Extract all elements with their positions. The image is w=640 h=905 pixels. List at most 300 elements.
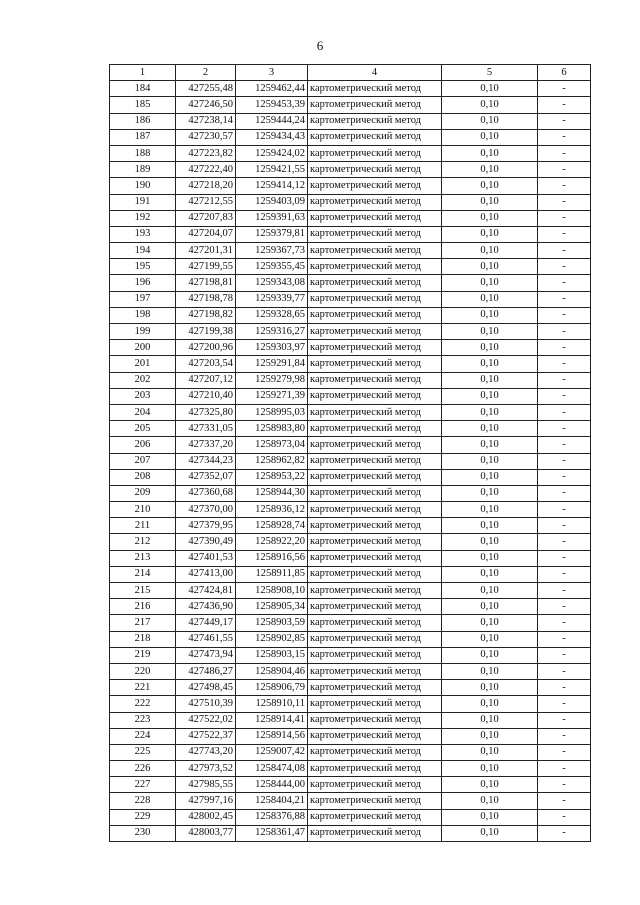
method-cell: картометрический метод [308, 275, 442, 291]
method-cell: картометрический метод [308, 404, 442, 420]
accuracy-cell: 0,10 [442, 356, 538, 372]
method-cell: картометрический метод [308, 113, 442, 129]
table-row [110, 291, 591, 307]
method-cell: картометрический метод [308, 728, 442, 744]
table-row [110, 469, 591, 485]
y-coordinate-cell: 1258903,15 [236, 647, 308, 663]
x-coordinate-cell: 427337,20 [176, 437, 236, 453]
point-number-cell: 230 [110, 825, 176, 841]
method-cell: картометрический метод [308, 437, 442, 453]
y-coordinate-cell: 1258914,56 [236, 728, 308, 744]
table-row [110, 566, 591, 582]
method-cell: картометрический метод [308, 421, 442, 437]
table-row [110, 761, 591, 777]
table-row [110, 178, 591, 194]
header-col-2: 2 [176, 65, 236, 81]
x-coordinate-cell: 427390,49 [176, 534, 236, 550]
x-coordinate-cell: 427436,90 [176, 599, 236, 615]
y-coordinate-cell: 1258902,85 [236, 631, 308, 647]
method-cell: картометрический метод [308, 809, 442, 825]
accuracy-cell: 0,10 [442, 550, 538, 566]
note-cell: - [538, 502, 591, 518]
method-cell: картометрический метод [308, 696, 442, 712]
header-col-5: 5 [442, 65, 538, 81]
note-cell: - [538, 680, 591, 696]
x-coordinate-cell: 427985,55 [176, 777, 236, 793]
x-coordinate-cell: 428003,77 [176, 825, 236, 841]
y-coordinate-cell: 1259434,43 [236, 129, 308, 145]
accuracy-cell: 0,10 [442, 340, 538, 356]
table-row [110, 663, 591, 679]
note-cell: - [538, 583, 591, 599]
accuracy-cell: 0,10 [442, 291, 538, 307]
table-row [110, 583, 591, 599]
point-number-cell: 193 [110, 226, 176, 242]
method-cell: картометрический метод [308, 599, 442, 615]
point-number-cell: 223 [110, 712, 176, 728]
x-coordinate-cell: 427198,81 [176, 275, 236, 291]
note-cell: - [538, 372, 591, 388]
method-cell: картометрический метод [308, 583, 442, 599]
table-row [110, 647, 591, 663]
point-number-cell: 213 [110, 550, 176, 566]
method-cell: картометрический метод [308, 825, 442, 841]
point-number-cell: 229 [110, 809, 176, 825]
table-row [110, 615, 591, 631]
x-coordinate-cell: 427199,38 [176, 324, 236, 340]
y-coordinate-cell: 1259291,84 [236, 356, 308, 372]
accuracy-cell: 0,10 [442, 825, 538, 841]
note-cell: - [538, 226, 591, 242]
y-coordinate-cell: 1258936,12 [236, 502, 308, 518]
y-coordinate-cell: 1258914,41 [236, 712, 308, 728]
note-cell: - [538, 275, 591, 291]
note-cell: - [538, 566, 591, 582]
note-cell: - [538, 81, 591, 97]
method-cell: картометрический метод [308, 469, 442, 485]
accuracy-cell: 0,10 [442, 809, 538, 825]
y-coordinate-cell: 1259316,27 [236, 324, 308, 340]
accuracy-cell: 0,10 [442, 404, 538, 420]
point-number-cell: 202 [110, 372, 176, 388]
x-coordinate-cell: 427207,12 [176, 372, 236, 388]
x-coordinate-cell: 427201,31 [176, 243, 236, 259]
point-number-cell: 189 [110, 162, 176, 178]
y-coordinate-cell: 1259379,81 [236, 226, 308, 242]
point-number-cell: 208 [110, 469, 176, 485]
point-number-cell: 210 [110, 502, 176, 518]
method-cell: картометрический метод [308, 307, 442, 323]
point-number-cell: 220 [110, 663, 176, 679]
note-cell: - [538, 356, 591, 372]
header-col-4: 4 [308, 65, 442, 81]
point-number-cell: 227 [110, 777, 176, 793]
x-coordinate-cell: 427379,95 [176, 518, 236, 534]
x-coordinate-cell: 427413,00 [176, 566, 236, 582]
y-coordinate-cell: 1258361,47 [236, 825, 308, 841]
y-coordinate-cell: 1258922,20 [236, 534, 308, 550]
x-coordinate-cell: 427207,83 [176, 210, 236, 226]
y-coordinate-cell: 1259303,97 [236, 340, 308, 356]
point-number-cell: 197 [110, 291, 176, 307]
table-row [110, 388, 591, 404]
note-cell: - [538, 712, 591, 728]
x-coordinate-cell: 427210,40 [176, 388, 236, 404]
point-number-cell: 209 [110, 485, 176, 501]
accuracy-cell: 0,10 [442, 761, 538, 777]
method-cell: картометрический метод [308, 178, 442, 194]
table-row [110, 97, 591, 113]
note-cell: - [538, 696, 591, 712]
accuracy-cell: 0,10 [442, 534, 538, 550]
x-coordinate-cell: 427230,57 [176, 129, 236, 145]
method-cell: картометрический метод [308, 324, 442, 340]
point-number-cell: 206 [110, 437, 176, 453]
method-cell: картометрический метод [308, 761, 442, 777]
accuracy-cell: 0,10 [442, 728, 538, 744]
x-coordinate-cell: 427222,40 [176, 162, 236, 178]
note-cell: - [538, 324, 591, 340]
x-coordinate-cell: 427246,50 [176, 97, 236, 113]
method-cell: картометрический метод [308, 777, 442, 793]
point-number-cell: 196 [110, 275, 176, 291]
y-coordinate-cell: 1258906,79 [236, 680, 308, 696]
y-coordinate-cell: 1259271,39 [236, 388, 308, 404]
note-cell: - [538, 599, 591, 615]
x-coordinate-cell: 427238,14 [176, 113, 236, 129]
point-number-cell: 191 [110, 194, 176, 210]
table-row [110, 550, 591, 566]
x-coordinate-cell: 427352,07 [176, 469, 236, 485]
x-coordinate-cell: 427199,55 [176, 259, 236, 275]
method-cell: картометрический метод [308, 453, 442, 469]
accuracy-cell: 0,10 [442, 243, 538, 259]
table-row [110, 728, 591, 744]
y-coordinate-cell: 1258973,04 [236, 437, 308, 453]
y-coordinate-cell: 1259343,08 [236, 275, 308, 291]
point-number-cell: 184 [110, 81, 176, 97]
accuracy-cell: 0,10 [442, 421, 538, 437]
x-coordinate-cell: 427344,23 [176, 453, 236, 469]
point-number-cell: 187 [110, 129, 176, 145]
note-cell: - [538, 793, 591, 809]
note-cell: - [538, 631, 591, 647]
table-row [110, 307, 591, 323]
note-cell: - [538, 485, 591, 501]
point-number-cell: 222 [110, 696, 176, 712]
method-cell: картометрический метод [308, 226, 442, 242]
y-coordinate-cell: 1258995,03 [236, 404, 308, 420]
y-coordinate-cell: 1258404,21 [236, 793, 308, 809]
point-number-cell: 216 [110, 599, 176, 615]
table-row [110, 777, 591, 793]
x-coordinate-cell: 427401,53 [176, 550, 236, 566]
method-cell: картометрический метод [308, 631, 442, 647]
y-coordinate-cell: 1259279,98 [236, 372, 308, 388]
y-coordinate-cell: 1258376,88 [236, 809, 308, 825]
point-number-cell: 200 [110, 340, 176, 356]
note-cell: - [538, 210, 591, 226]
method-cell: картометрический метод [308, 129, 442, 145]
x-coordinate-cell: 427218,20 [176, 178, 236, 194]
table-row [110, 825, 591, 841]
point-number-cell: 214 [110, 566, 176, 582]
y-coordinate-cell: 1258911,85 [236, 566, 308, 582]
table-row [110, 194, 591, 210]
note-cell: - [538, 469, 591, 485]
x-coordinate-cell: 427743,20 [176, 744, 236, 760]
point-number-cell: 218 [110, 631, 176, 647]
y-coordinate-cell: 1259355,45 [236, 259, 308, 275]
point-number-cell: 198 [110, 307, 176, 323]
point-number-cell: 194 [110, 243, 176, 259]
note-cell: - [538, 145, 591, 161]
point-number-cell: 195 [110, 259, 176, 275]
method-cell: картометрический метод [308, 485, 442, 501]
accuracy-cell: 0,10 [442, 324, 538, 340]
y-coordinate-cell: 1258916,56 [236, 550, 308, 566]
y-coordinate-cell: 1259414,12 [236, 178, 308, 194]
y-coordinate-cell: 1259328,65 [236, 307, 308, 323]
table-row [110, 324, 591, 340]
y-coordinate-cell: 1258474,08 [236, 761, 308, 777]
note-cell: - [538, 162, 591, 178]
y-coordinate-cell: 1258910,11 [236, 696, 308, 712]
note-cell: - [538, 178, 591, 194]
accuracy-cell: 0,10 [442, 712, 538, 728]
accuracy-cell: 0,10 [442, 113, 538, 129]
header-col-3: 3 [236, 65, 308, 81]
x-coordinate-cell: 427498,45 [176, 680, 236, 696]
method-cell: картометрический метод [308, 518, 442, 534]
point-number-cell: 203 [110, 388, 176, 404]
note-cell: - [538, 404, 591, 420]
accuracy-cell: 0,10 [442, 518, 538, 534]
table-row [110, 696, 591, 712]
table-row [110, 809, 591, 825]
x-coordinate-cell: 427510,39 [176, 696, 236, 712]
method-cell: картометрический метод [308, 340, 442, 356]
y-coordinate-cell: 1259391,63 [236, 210, 308, 226]
note-cell: - [538, 437, 591, 453]
method-cell: картометрический метод [308, 680, 442, 696]
accuracy-cell: 0,10 [442, 583, 538, 599]
table-row [110, 437, 591, 453]
accuracy-cell: 0,10 [442, 777, 538, 793]
point-number-cell: 190 [110, 178, 176, 194]
table-row [110, 421, 591, 437]
method-cell: картометрический метод [308, 81, 442, 97]
page-number: 6 [316, 38, 324, 53]
table-row [110, 485, 591, 501]
y-coordinate-cell: 1259339,77 [236, 291, 308, 307]
x-coordinate-cell: 427325,80 [176, 404, 236, 420]
table-header-row [110, 65, 591, 81]
note-cell: - [538, 194, 591, 210]
method-cell: картометрический метод [308, 550, 442, 566]
note-cell: - [538, 307, 591, 323]
table-row [110, 631, 591, 647]
y-coordinate-cell: 1258928,74 [236, 518, 308, 534]
y-coordinate-cell: 1258983,80 [236, 421, 308, 437]
x-coordinate-cell: 427473,94 [176, 647, 236, 663]
note-cell: - [538, 97, 591, 113]
method-cell: картометрический метод [308, 502, 442, 518]
x-coordinate-cell: 427461,55 [176, 631, 236, 647]
accuracy-cell: 0,10 [442, 485, 538, 501]
y-coordinate-cell: 1259453,39 [236, 97, 308, 113]
note-cell: - [538, 518, 591, 534]
accuracy-cell: 0,10 [442, 129, 538, 145]
accuracy-cell: 0,10 [442, 696, 538, 712]
point-number-cell: 185 [110, 97, 176, 113]
accuracy-cell: 0,10 [442, 97, 538, 113]
accuracy-cell: 0,10 [442, 469, 538, 485]
accuracy-cell: 0,10 [442, 194, 538, 210]
point-number-cell: 215 [110, 583, 176, 599]
x-coordinate-cell: 427424,81 [176, 583, 236, 599]
table-row [110, 793, 591, 809]
x-coordinate-cell: 427522,37 [176, 728, 236, 744]
point-number-cell: 201 [110, 356, 176, 372]
x-coordinate-cell: 427522,02 [176, 712, 236, 728]
accuracy-cell: 0,10 [442, 388, 538, 404]
x-coordinate-cell: 427255,48 [176, 81, 236, 97]
accuracy-cell: 0,10 [442, 680, 538, 696]
method-cell: картометрический метод [308, 744, 442, 760]
note-cell: - [538, 113, 591, 129]
note-cell: - [538, 777, 591, 793]
x-coordinate-cell: 427200,96 [176, 340, 236, 356]
note-cell: - [538, 534, 591, 550]
table-row [110, 599, 591, 615]
accuracy-cell: 0,10 [442, 307, 538, 323]
table-row [110, 129, 591, 145]
point-number-cell: 192 [110, 210, 176, 226]
method-cell: картометрический метод [308, 210, 442, 226]
accuracy-cell: 0,10 [442, 793, 538, 809]
point-number-cell: 212 [110, 534, 176, 550]
note-cell: - [538, 663, 591, 679]
x-coordinate-cell: 427212,55 [176, 194, 236, 210]
x-coordinate-cell: 427997,16 [176, 793, 236, 809]
accuracy-cell: 0,10 [442, 372, 538, 388]
x-coordinate-cell: 427370,00 [176, 502, 236, 518]
table-row [110, 372, 591, 388]
point-number-cell: 226 [110, 761, 176, 777]
method-cell: картометрический метод [308, 388, 442, 404]
method-cell: картометрический метод [308, 566, 442, 582]
table-row [110, 712, 591, 728]
accuracy-cell: 0,10 [442, 647, 538, 663]
accuracy-cell: 0,10 [442, 81, 538, 97]
note-cell: - [538, 809, 591, 825]
accuracy-cell: 0,10 [442, 615, 538, 631]
y-coordinate-cell: 1259462,44 [236, 81, 308, 97]
accuracy-cell: 0,10 [442, 226, 538, 242]
note-cell: - [538, 129, 591, 145]
table-row [110, 162, 591, 178]
point-number-cell: 186 [110, 113, 176, 129]
x-coordinate-cell: 427973,52 [176, 761, 236, 777]
x-coordinate-cell: 427198,82 [176, 307, 236, 323]
note-cell: - [538, 647, 591, 663]
x-coordinate-cell: 427360,68 [176, 485, 236, 501]
method-cell: картометрический метод [308, 259, 442, 275]
method-cell: картометрический метод [308, 97, 442, 113]
point-number-cell: 205 [110, 421, 176, 437]
note-cell: - [538, 259, 591, 275]
y-coordinate-cell: 1259367,73 [236, 243, 308, 259]
accuracy-cell: 0,10 [442, 437, 538, 453]
x-coordinate-cell: 427223,82 [176, 145, 236, 161]
accuracy-cell: 0,10 [442, 275, 538, 291]
accuracy-cell: 0,10 [442, 502, 538, 518]
method-cell: картометрический метод [308, 145, 442, 161]
point-number-cell: 217 [110, 615, 176, 631]
y-coordinate-cell: 1259403,09 [236, 194, 308, 210]
accuracy-cell: 0,10 [442, 663, 538, 679]
y-coordinate-cell: 1258903,59 [236, 615, 308, 631]
method-cell: картометрический метод [308, 243, 442, 259]
note-cell: - [538, 825, 591, 841]
coordinates-table [109, 64, 591, 842]
header-col-6: 6 [538, 65, 591, 81]
method-cell: картометрический метод [308, 793, 442, 809]
y-coordinate-cell: 1258962,82 [236, 453, 308, 469]
point-number-cell: 219 [110, 647, 176, 663]
table-row [110, 744, 591, 760]
x-coordinate-cell: 427204,07 [176, 226, 236, 242]
x-coordinate-cell: 427331,05 [176, 421, 236, 437]
table-row [110, 113, 591, 129]
point-number-cell: 221 [110, 680, 176, 696]
method-cell: картометрический метод [308, 291, 442, 307]
accuracy-cell: 0,10 [442, 599, 538, 615]
y-coordinate-cell: 1259424,02 [236, 145, 308, 161]
y-coordinate-cell: 1259421,55 [236, 162, 308, 178]
x-coordinate-cell: 427449,17 [176, 615, 236, 631]
method-cell: картометрический метод [308, 372, 442, 388]
y-coordinate-cell: 1258944,30 [236, 485, 308, 501]
table-row [110, 518, 591, 534]
accuracy-cell: 0,10 [442, 259, 538, 275]
point-number-cell: 228 [110, 793, 176, 809]
method-cell: картометрический метод [308, 194, 442, 210]
table-row [110, 210, 591, 226]
note-cell: - [538, 453, 591, 469]
accuracy-cell: 0,10 [442, 210, 538, 226]
table-row [110, 275, 591, 291]
x-coordinate-cell: 427203,54 [176, 356, 236, 372]
table-row [110, 259, 591, 275]
point-number-cell: 211 [110, 518, 176, 534]
table-row [110, 145, 591, 161]
point-number-cell: 204 [110, 404, 176, 420]
accuracy-cell: 0,10 [442, 145, 538, 161]
method-cell: картометрический метод [308, 712, 442, 728]
accuracy-cell: 0,10 [442, 178, 538, 194]
point-number-cell: 188 [110, 145, 176, 161]
note-cell: - [538, 340, 591, 356]
point-number-cell: 225 [110, 744, 176, 760]
note-cell: - [538, 761, 591, 777]
x-coordinate-cell: 428002,45 [176, 809, 236, 825]
point-number-cell: 199 [110, 324, 176, 340]
y-coordinate-cell: 1259007,42 [236, 744, 308, 760]
point-number-cell: 207 [110, 453, 176, 469]
note-cell: - [538, 550, 591, 566]
